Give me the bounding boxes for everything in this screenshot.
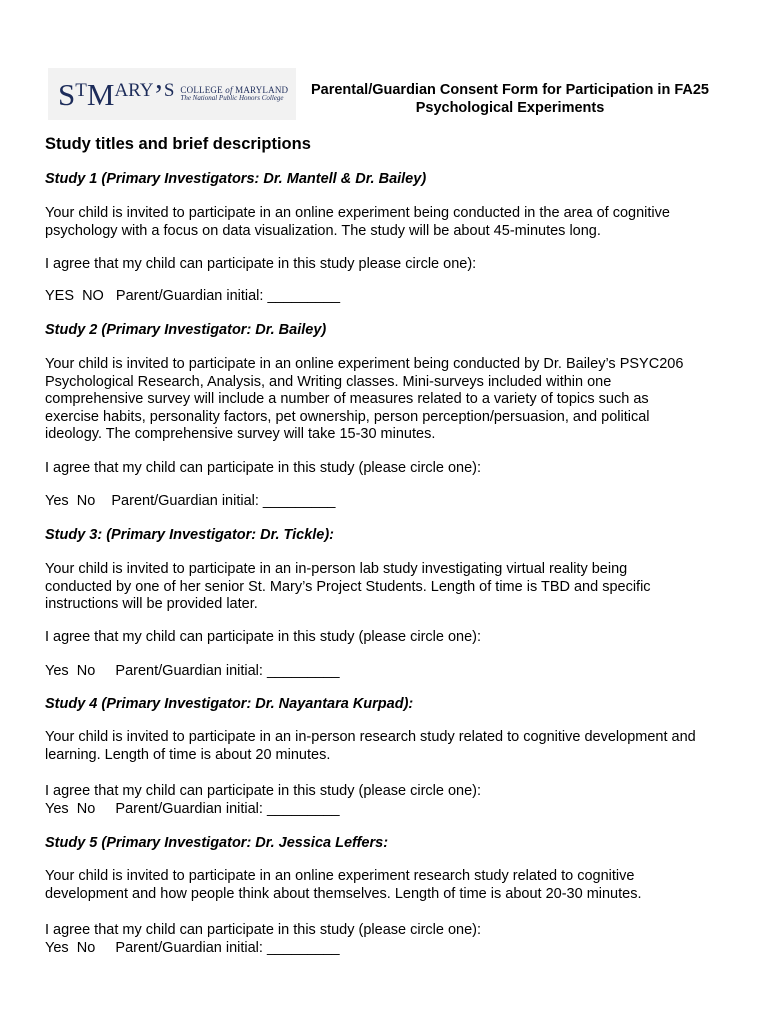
study-3-heading: Study 3: (Primary Investigator: Dr. Tickle): <box>45 527 335 543</box>
study-5-heading: Study 5 (Primary Investigator: Dr. Jessica Leffers: <box>45 835 389 851</box>
study-2-description-line: Psychological Research, Analysis, and Writing classes. Mini-surveys included within one <box>45 373 612 390</box>
study-1-consent-row <box>45 288 735 306</box>
study-3-description-line: Your child is invited to participate in an in-person lab study investigating virtual reality being <box>45 561 628 577</box>
study-2-description-line: Your child is invited to participate in an online experiment being conducted by Dr. Bailey’s PSYC206 <box>45 356 684 372</box>
study-5-initial-field[interactable]: Parent/Guardian initial: _________ <box>115 940 340 956</box>
study-3-description <box>45 561 735 614</box>
study-4-description <box>45 729 735 764</box>
study-3-agree-text: I agree that my child can participate in this study (please circle one): <box>45 629 482 645</box>
study-1-description-line: Your child is invited to participate in an online experiment being conducted in the area of cognitive <box>45 205 670 221</box>
college-logo <box>48 68 296 120</box>
study-4-yes-option[interactable]: Yes <box>45 801 69 817</box>
study-2-no-option[interactable]: No <box>76 493 96 509</box>
study-5-yes-option[interactable]: Yes <box>45 940 69 956</box>
study-2-description-line: exercise habits, personality factors, pet ownership, person perception/persuasion, and political <box>45 408 650 425</box>
study-1-yes-option[interactable]: YES <box>45 288 75 304</box>
study-1-description-line: psychology with a focus on data visualization. The study will be about 45-minutes long. <box>45 222 601 239</box>
form-title-line-2: Psychological Experiments <box>415 100 605 116</box>
logo-subtext <box>180 86 288 103</box>
form-title-line-1: Parental/Guardian Consent Form for Participation in FA25 <box>310 82 709 98</box>
study-4-agree-text: I agree that my child can participate in this study (please circle one): <box>45 783 482 799</box>
logo-college-line: COLLEGE of MARYLAND <box>180 84 289 95</box>
study-2-description <box>45 356 735 444</box>
study-3-description-line: instructions will be provided later. <box>45 596 258 612</box>
study-4-heading: Study 4 (Primary Investigator: Dr. Nayantara Kurpad): <box>45 696 414 712</box>
study-2-heading: Study 2 (Primary Investigator: Dr. Bailey) <box>45 322 327 338</box>
study-4-consent-row <box>45 801 735 819</box>
study-4-initial-field[interactable]: Parent/Guardian initial: _________ <box>115 801 340 817</box>
study-5-consent-row <box>45 940 735 958</box>
study-2-description-line: ideology. The comprehensive survey will take 15-30 minutes. <box>45 426 436 442</box>
study-2-initial-field[interactable]: Parent/Guardian initial: _________ <box>111 493 336 509</box>
study-2-yes-option[interactable]: Yes <box>45 493 69 509</box>
logo-tagline: The National Public Honors College <box>180 94 284 103</box>
study-5-description-line: development and how people think about themselves. Length of time is about 20-30 minutes. <box>45 885 642 902</box>
study-1-no-option[interactable]: NO <box>82 288 104 304</box>
study-5-description-line: Your child is invited to participate in an online experiment research study related to cognitive <box>45 868 635 884</box>
study-1-heading: Study 1 (Primary Investigators: Dr. Mantell & Dr. Bailey) <box>45 171 427 187</box>
study-5-agree-text: I agree that my child can participate in this study (please circle one): <box>45 922 482 938</box>
form-title <box>300 81 720 117</box>
study-3-initial-field[interactable]: Parent/Guardian initial: _________ <box>115 663 340 679</box>
section-heading: Study titles and brief descriptions <box>45 135 311 153</box>
study-5-no-option[interactable]: No <box>76 940 96 956</box>
study-3-yes-option[interactable]: Yes <box>45 663 69 679</box>
study-3-description-line: conducted by one of her senior St. Mary’s Project Students. Length of time is TBD and specific <box>45 578 651 595</box>
study-4-no-option[interactable]: No <box>76 801 96 817</box>
logo-wordmark: $S^TM^{ARY}’^S$ <box>58 76 175 112</box>
study-3-consent-row <box>45 663 735 681</box>
study-1-agree-text: I agree that my child can participate in this study please circle one): <box>45 256 477 272</box>
study-2-description-line: comprehensive survey will include a number of measures related to a variety of topics such as <box>45 391 649 407</box>
study-1-initial-field[interactable]: Parent/Guardian initial: _________ <box>115 288 341 304</box>
study-2-consent-row <box>45 493 735 511</box>
study-4-description-line: Your child is invited to participate in an in-person research study related to cognitive development and <box>45 729 696 745</box>
study-2-agree-text: I agree that my child can participate in this study (please circle one): <box>45 460 482 476</box>
study-3-no-option[interactable]: No <box>76 663 96 679</box>
study-5-description <box>45 868 735 903</box>
study-4-description-line: learning. Length of time is about 20 minutes. <box>45 746 331 763</box>
study-1-description <box>45 205 735 240</box>
